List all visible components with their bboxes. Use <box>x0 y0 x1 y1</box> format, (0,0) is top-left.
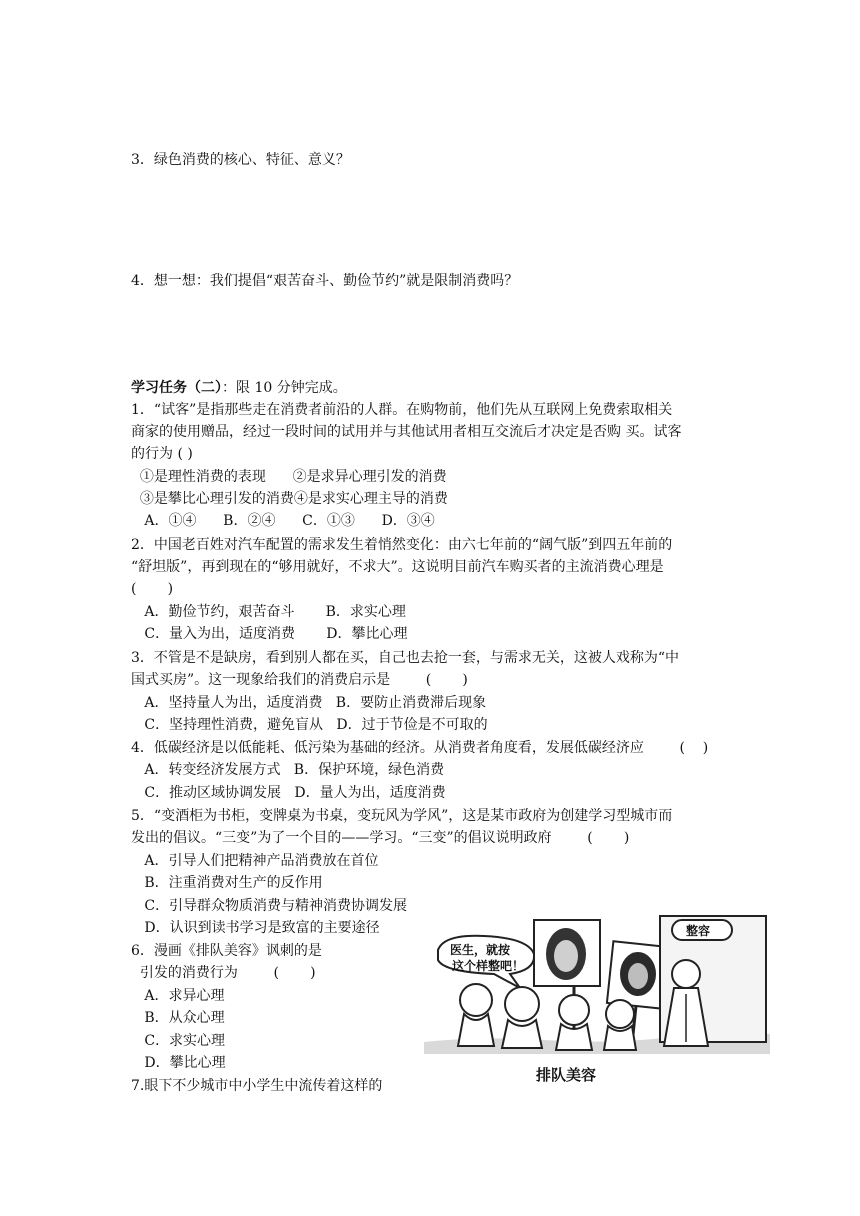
q2-line: 2．中国老百姓对汽车配置的需求发生着悄然变化：由六七年前的“阔气版”到四五年前的 <box>131 537 673 553</box>
q3-line: 国式买房”。这一现象给我们的消费启示是 ( ) <box>131 672 468 688</box>
cartoon-queue-beauty <box>424 914 770 1090</box>
q5-option-line: D．认识到读书学习是致富的主要途径 <box>131 920 380 936</box>
q1-line: 的行为 ( ) <box>131 446 193 462</box>
q3-option-line: C．坚持理性消费，避免盲从 D．过于节俭是不可取的 <box>131 717 488 733</box>
q5-option-line: A．引导人们把精神产品消费放在首位 <box>131 853 379 869</box>
cartoon-drawing <box>424 914 770 1090</box>
q5-line: 5．“变酒柜为书柜，变牌桌为书桌，变玩风为学风”，这是某市政府为创建学习型城市而 <box>131 808 673 824</box>
q3-line: 3．不管是不是缺房，看到别人都在买，自己也去抢一套，与需求无关，这被人戏称为“中 <box>131 650 680 666</box>
q6-option-line: A．求异心理 <box>131 988 225 1004</box>
q3-option-line: A．坚持量人为出，适度消费 B．要防止消费滞后现象 <box>131 695 487 711</box>
q7-line: 7.眼下不少城市中小学生中流传着这样的 <box>131 1078 383 1094</box>
q6-option-line: C．求实心理 <box>131 1033 226 1049</box>
q4-line: 4．低碳经济是以低能耗、低污染为基础的经济。从消费者角度看，发展低碳经济应 ( ) <box>131 740 709 756</box>
question-3-heading: 3．绿色消费的核心、特征、意义？ <box>131 152 350 168</box>
q5-option-line: B．注重消费对生产的反作用 <box>131 875 323 891</box>
q6-line: 引发的消费行为 ( ) <box>131 965 316 981</box>
q5-option-line: C．引导群众物质消费与精神消费协调发展 <box>131 898 408 914</box>
q5-line: 发出的倡议。“三变”为了一个目的——学习。“三变”的倡议说明政府 ( ) <box>131 830 630 846</box>
q1-line: 商家的使用赠品，经过一段时间的试用并与其他试用者相互交流后才决定是否购 买。试客 <box>131 424 682 440</box>
q1-answer-line: A．①④ B．②④ C．①③ D．③④ <box>131 513 435 529</box>
q2-option-line: C．量入为出，适度消费 D．攀比心理 <box>131 626 408 642</box>
q2-option-line: A．勤俭节约，艰苦奋斗 B．求实心理 <box>131 604 406 620</box>
q2-line: “舒坦版”，再到现在的“够用就好，不求大”。这说明目前汽车购买者的主流消费心理是 <box>131 559 664 575</box>
q4-option-line: C．推动区域协调发展 D．量人为出，适度消费 <box>131 785 446 801</box>
cartoon-caption: 排队美容 <box>536 1066 597 1084</box>
speech-line-2: 这个样整吧！ <box>452 959 525 973</box>
q6-line: 6．漫画《排队美容》讽刺的是 <box>131 943 322 959</box>
speech-line-1: 医生，就按 <box>450 943 511 957</box>
q1-line: 1．“试客”是指那些走在消费者前沿的人群。在购物前，他们先从互联网上免费索取相关 <box>131 402 673 418</box>
sign-text: 整容 <box>686 924 711 938</box>
q4-option-line: A．转变经济发展方式 B．保护环境，绿色消费 <box>131 762 445 778</box>
q2-line: ( ) <box>131 581 174 597</box>
q1-option-line: ①是理性消费的表现 ②是求异心理引发的消费 <box>131 469 447 485</box>
task-2-title: 学习任务（二） <box>131 380 222 396</box>
question-4-heading: 4．想一想：我们提倡“艰苦奋斗、勤俭节约”就是限制消费吗？ <box>131 273 519 289</box>
task-2-note: ：限 10 分钟完成。 <box>222 380 347 396</box>
task-2-title-line <box>131 377 347 399</box>
q1-option-line: ③是攀比心理引发的消费④是求实心理主导的消费 <box>131 491 448 507</box>
q6-option-line: D．攀比心理 <box>131 1055 226 1071</box>
q6-option-line: B．从众心理 <box>131 1010 225 1026</box>
